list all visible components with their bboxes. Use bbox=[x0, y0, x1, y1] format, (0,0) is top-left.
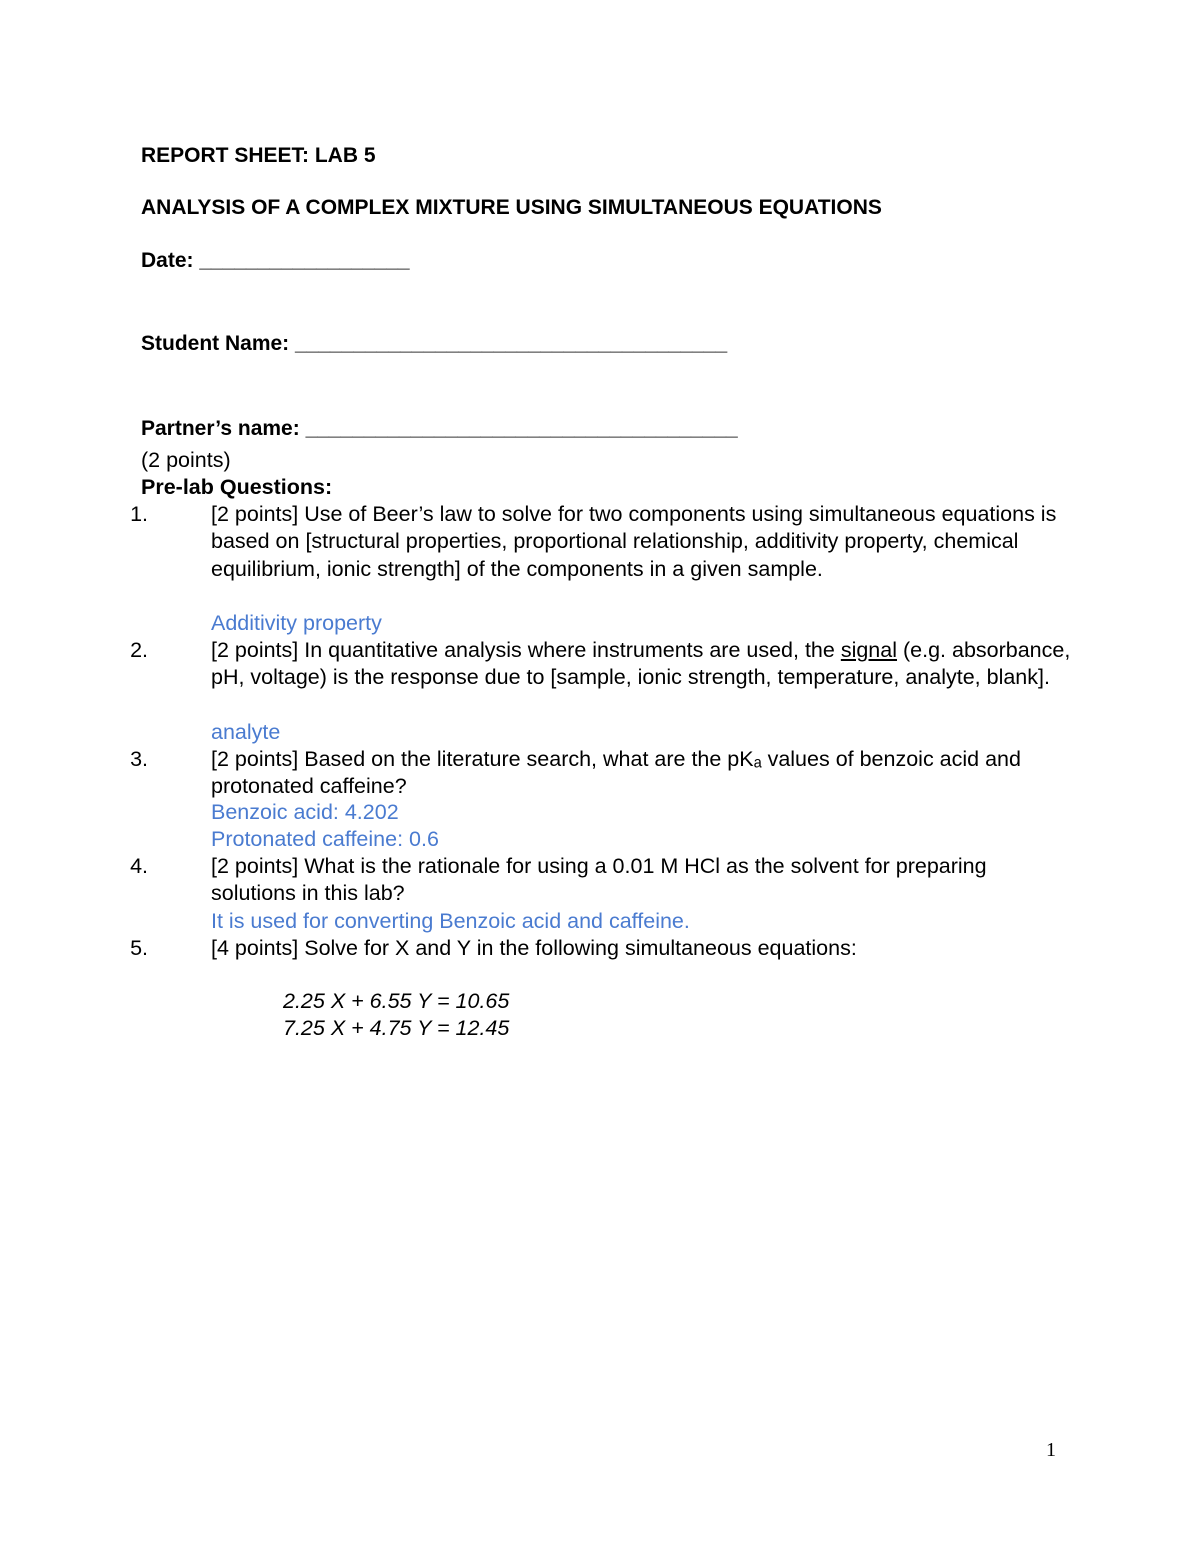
question-number: 5. bbox=[130, 936, 148, 960]
question-number: 1. bbox=[130, 502, 148, 526]
equation-line: 7.25 X + 4.75 Y = 12.45 bbox=[283, 1016, 510, 1040]
points-note: (2 points) bbox=[141, 448, 231, 472]
answer-text: It is used for converting Benzoic acid and caffeine. bbox=[211, 909, 690, 933]
answer-text: Benzoic acid: 4.202 bbox=[211, 800, 399, 824]
page-number: 1 bbox=[1046, 1439, 1056, 1461]
equation-line: 2.25 X + 6.55 Y = 10.65 bbox=[283, 989, 510, 1013]
question-text: [2 points] Use of Beer’s law to solve for two components using simultaneous equations is based on [structural properties, proportional relationship, additivity property, chemical equilibrium, ionic strength] of the components in a given sample. bbox=[211, 502, 1057, 581]
question-text bbox=[211, 637, 1071, 692]
question-number: 2. bbox=[130, 638, 148, 662]
question-text: [2 points] Based on the literature search, what are the pKₐ values of benzoic acid and protonated caffeine? bbox=[211, 747, 1021, 799]
underlined-term: signal bbox=[840, 638, 898, 662]
partner-name-field: Partner’s name: _____________________________________ bbox=[141, 417, 738, 440]
lab-subtitle: ANALYSIS OF A COMPLEX MIXTURE USING SIMULTANEOUS EQUATIONS bbox=[141, 196, 882, 219]
answer-text: Protonated caffeine: 0.6 bbox=[211, 827, 439, 851]
question-text-after: (e.g. absorbance, pH, voltage) is the response due to [sample, ionic strength, temperature, analyte, blank]. bbox=[211, 638, 1071, 690]
answer-text: Additivity property bbox=[211, 611, 382, 635]
question-text: [2 points] What is the rationale for using a 0.01 M HCl as the solvent for preparing solutions in this lab? bbox=[211, 854, 987, 906]
question-text-before: [2 points] In quantitative analysis where instruments are used, the bbox=[211, 638, 841, 662]
question-number: 4. bbox=[130, 854, 148, 878]
prelab-heading: Pre-lab Questions: bbox=[141, 475, 333, 499]
answer-text: analyte bbox=[211, 720, 281, 744]
student-name-field: Student Name: _____________________________________ bbox=[141, 332, 728, 355]
question-number: 3. bbox=[130, 747, 148, 771]
question-text: [4 points] Solve for X and Y in the following simultaneous equations: bbox=[211, 936, 857, 960]
page-title: REPORT SHEET: LAB 5 bbox=[141, 144, 376, 167]
date-field: Date: __________________ bbox=[141, 249, 410, 272]
